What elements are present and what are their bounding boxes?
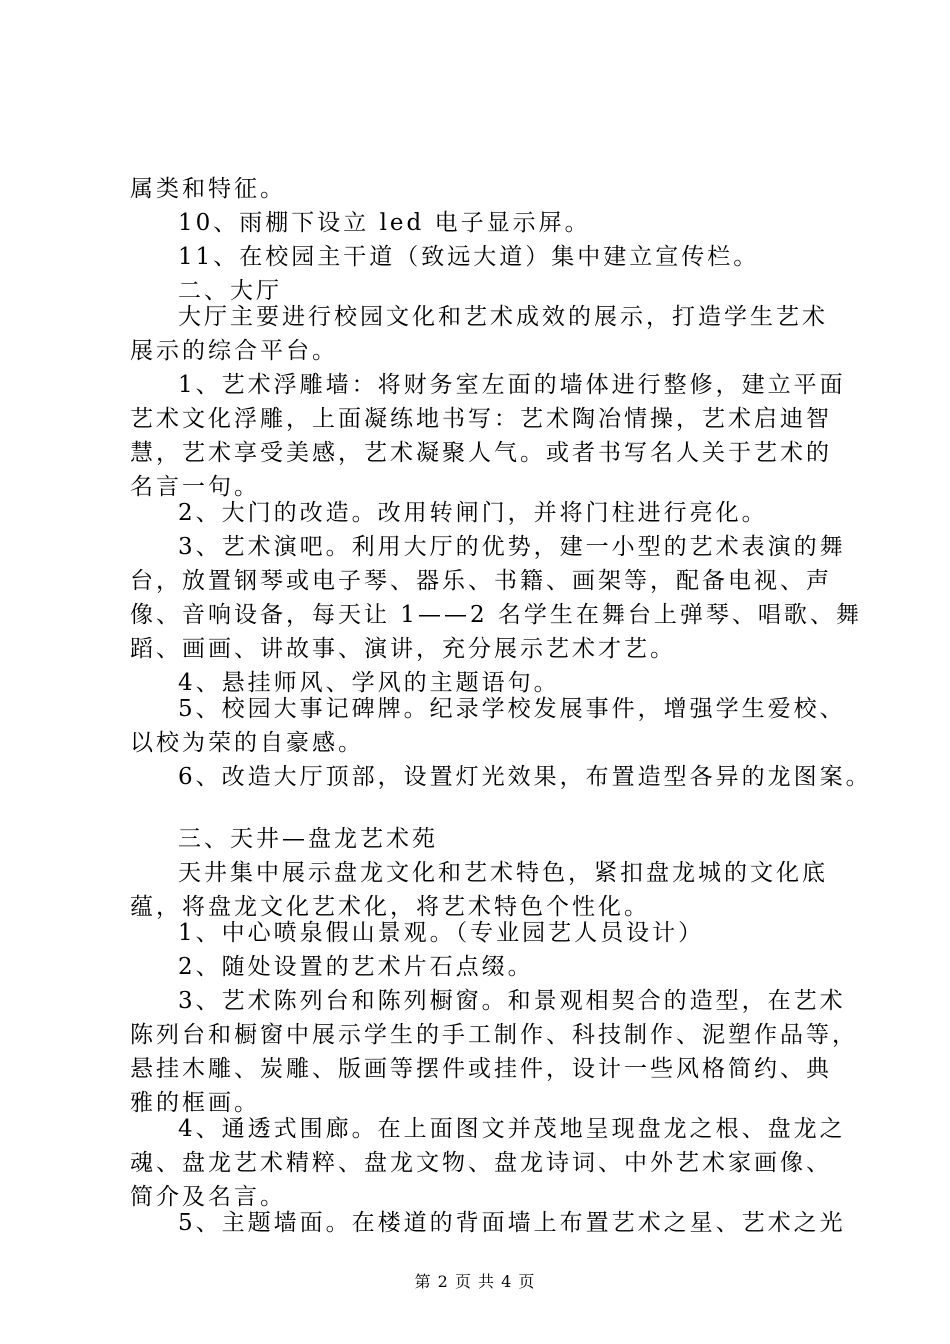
text-line: 台，放置钢琴或电子琴、器乐、书籍、画架等，配备电视、声	[130, 568, 832, 594]
text-line: 雅的框画。	[130, 1090, 260, 1116]
text-line: 像、音响设备，每天让 1——2 名学生在舞台上弹琴、唱歌、舞	[130, 602, 862, 628]
text-line: 5、主题墙面。在楼道的背面墙上布置艺术之星、艺术之光	[178, 1210, 846, 1236]
text-line: 天井集中展示盘龙文化和艺术特色，紧扣盘龙城的文化底	[178, 860, 828, 886]
text-line: 11、在校园主干道（致远大道）集中建立宣传栏。	[178, 244, 760, 270]
section-heading: 二、大厅	[178, 278, 282, 304]
text-line: 大厅主要进行校园文化和艺术成效的展示，打造学生艺术	[178, 304, 828, 330]
text-line: 属类和特征。	[130, 176, 286, 202]
text-line: 2、大门的改造。改用转闸门，并将门柱进行亮化。	[178, 500, 768, 526]
text-line: 2、随处设置的艺术片石点缀。	[178, 954, 534, 980]
text-line: 10、雨棚下设立 led 电子显示屏。	[178, 210, 591, 236]
section-heading: 三、天井—盘龙艺术苑	[178, 826, 438, 852]
text-line: 4、通透式围廊。在上面图文并茂地呈现盘龙之根、盘龙之	[178, 1116, 846, 1142]
text-line: 4、悬挂师风、学风的主题语句。	[178, 670, 560, 696]
text-line: 简介及名言。	[130, 1184, 286, 1210]
text-line: 展示的综合平台。	[130, 338, 338, 364]
text-line: 慧，艺术享受美感，艺术凝聚人气。或者书写名人关于艺术的	[130, 440, 832, 466]
text-line: 1、中心喷泉假山景观。（专业园艺人员设计）	[178, 920, 705, 946]
text-line: 以校为荣的自豪感。	[130, 730, 364, 756]
text-line: 魂、盘龙艺术精粹、盘龙文物、盘龙诗词、中外艺术家画像、	[130, 1150, 832, 1176]
text-line: 艺术文化浮雕，上面凝练地书写：艺术陶冶情操，艺术启迪智	[130, 406, 832, 432]
page-number: 第 2 页 共 4 页	[414, 1272, 536, 1291]
text-line: 悬挂木雕、炭雕、版画等摆件或挂件，设计一些风格简约、典	[130, 1056, 832, 1082]
text-line: 3、艺术陈列台和陈列橱窗。和景观相契合的造型，在艺术	[178, 988, 846, 1014]
text-line: 3、艺术演吧。利用大厅的优势，建一小型的艺术表演的舞	[178, 534, 846, 560]
text-line: 1、艺术浮雕墙：将财务室左面的墙体进行整修，建立平面	[178, 372, 846, 398]
text-line: 蕴，将盘龙文化艺术化，将艺术特色个性化。	[130, 894, 650, 920]
text-line: 6、改造大厅顶部，设置灯光效果，布置造型各异的龙图案。	[178, 764, 872, 790]
text-line: 蹈、画画、讲故事、演讲，充分展示艺术才艺。	[130, 636, 676, 662]
text-line: 5、校园大事记碑牌。纪录学校发展事件，增强学生爱校、	[178, 696, 846, 722]
text-line: 陈列台和橱窗中展示学生的手工制作、科技制作、泥塑作品等，	[130, 1022, 858, 1048]
text-line: 名言一句。	[130, 474, 260, 500]
